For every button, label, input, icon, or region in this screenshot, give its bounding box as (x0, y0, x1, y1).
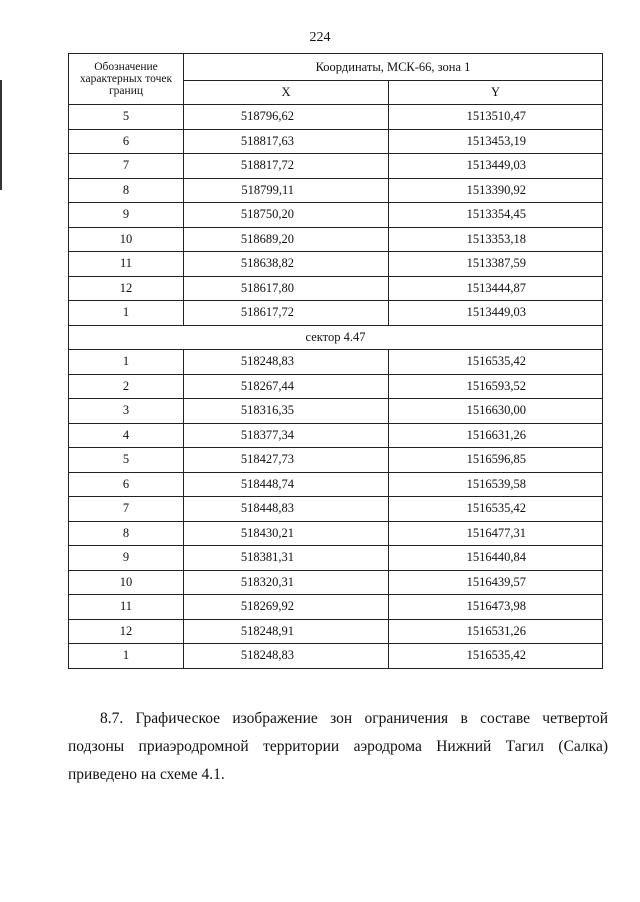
y-cell: 1516535,42 (389, 350, 603, 375)
y-cell: 1516593,52 (389, 374, 603, 399)
point-cell: 9 (69, 546, 184, 571)
point-cell: 6 (69, 472, 184, 497)
table-row (69, 301, 603, 326)
y-cell: 1513354,45 (389, 203, 603, 228)
y-cell: 1516631,26 (389, 423, 603, 448)
table-row (69, 497, 603, 522)
table-row (69, 644, 603, 669)
table-row (69, 350, 603, 375)
x-cell: 518269,92 (184, 595, 389, 620)
table-row (69, 448, 603, 473)
x-cell: 518248,91 (184, 619, 389, 644)
x-cell: 518248,83 (184, 350, 389, 375)
coordinates-table (68, 53, 603, 669)
table-row (69, 521, 603, 546)
scan-edge-mark (0, 80, 2, 190)
section-title-row: сектор 4.47 (69, 325, 603, 350)
header-y: Y (389, 81, 603, 105)
x-cell: 518799,11 (184, 178, 389, 203)
y-cell: 1513449,03 (389, 154, 603, 179)
table-row (69, 276, 603, 301)
point-cell: 8 (69, 521, 184, 546)
y-cell: 1513510,47 (389, 105, 603, 130)
point-cell: 11 (69, 252, 184, 277)
y-cell: 1516539,58 (389, 472, 603, 497)
table-row (69, 619, 603, 644)
y-cell: 1513453,19 (389, 129, 603, 154)
y-cell: 1516535,42 (389, 497, 603, 522)
point-cell: 8 (69, 178, 184, 203)
point-cell: 7 (69, 154, 184, 179)
header-x: X (184, 81, 389, 105)
y-cell: 1516596,85 (389, 448, 603, 473)
x-cell: 518377,34 (184, 423, 389, 448)
y-cell: 1516439,57 (389, 570, 603, 595)
table-row (69, 595, 603, 620)
table-row (69, 472, 603, 497)
table-row (69, 105, 603, 130)
table-row (69, 129, 603, 154)
table-row (69, 154, 603, 179)
x-cell: 518817,72 (184, 154, 389, 179)
x-cell: 518638,82 (184, 252, 389, 277)
table-row (69, 203, 603, 228)
x-cell: 518316,35 (184, 399, 389, 424)
page-number: 224 (309, 30, 331, 45)
header-coordinates: Координаты, МСК-66, зона 1 (184, 54, 603, 81)
point-cell: 12 (69, 619, 184, 644)
point-cell: 10 (69, 570, 184, 595)
y-cell: 1516535,42 (389, 644, 603, 669)
table-row (69, 570, 603, 595)
point-cell: 7 (69, 497, 184, 522)
table-body-a (69, 105, 603, 326)
x-cell: 518448,74 (184, 472, 389, 497)
point-cell: 2 (69, 374, 184, 399)
y-cell: 1513387,59 (389, 252, 603, 277)
y-cell: 1516440,84 (389, 546, 603, 571)
point-cell: 6 (69, 129, 184, 154)
y-cell: 1516630,00 (389, 399, 603, 424)
table-body-b (69, 350, 603, 669)
x-cell: 518320,31 (184, 570, 389, 595)
y-cell: 1516477,31 (389, 521, 603, 546)
table-row (69, 252, 603, 277)
point-cell: 12 (69, 276, 184, 301)
point-cell: 5 (69, 105, 184, 130)
y-cell: 1516473,98 (389, 595, 603, 620)
table-row (69, 227, 603, 252)
table-row (69, 399, 603, 424)
point-cell: 4 (69, 423, 184, 448)
table-row (69, 374, 603, 399)
point-cell: 1 (69, 350, 184, 375)
x-cell: 518817,63 (184, 129, 389, 154)
x-cell: 518796,62 (184, 105, 389, 130)
point-cell: 5 (69, 448, 184, 473)
point-cell: 1 (69, 644, 184, 669)
x-cell: 518267,44 (184, 374, 389, 399)
x-cell: 518689,20 (184, 227, 389, 252)
x-cell: 518448,83 (184, 497, 389, 522)
x-cell: 518617,80 (184, 276, 389, 301)
x-cell: 518381,31 (184, 546, 389, 571)
y-cell: 1513444,87 (389, 276, 603, 301)
x-cell: 518617,72 (184, 301, 389, 326)
x-cell: 518248,83 (184, 644, 389, 669)
x-cell: 518427,73 (184, 448, 389, 473)
point-cell: 10 (69, 227, 184, 252)
point-cell: 3 (69, 399, 184, 424)
table-row (69, 423, 603, 448)
y-cell: 1516531,26 (389, 619, 603, 644)
table-row (69, 178, 603, 203)
point-cell: 1 (69, 301, 184, 326)
y-cell: 1513449,03 (389, 301, 603, 326)
x-cell: 518750,20 (184, 203, 389, 228)
y-cell: 1513390,92 (389, 178, 603, 203)
header-point-designation: Обозначение характерных точек границ (69, 54, 184, 105)
point-cell: 9 (69, 203, 184, 228)
y-cell: 1513353,18 (389, 227, 603, 252)
x-cell: 518430,21 (184, 521, 389, 546)
table-row (69, 546, 603, 571)
point-cell: 11 (69, 595, 184, 620)
body-paragraph: 8.7. Графическое изображение зон ограничения в составе четвертой подзоны приаэродромной территории аэродрома Нижний Тагил (Салка) приведено на схеме 4.1. (68, 710, 608, 783)
